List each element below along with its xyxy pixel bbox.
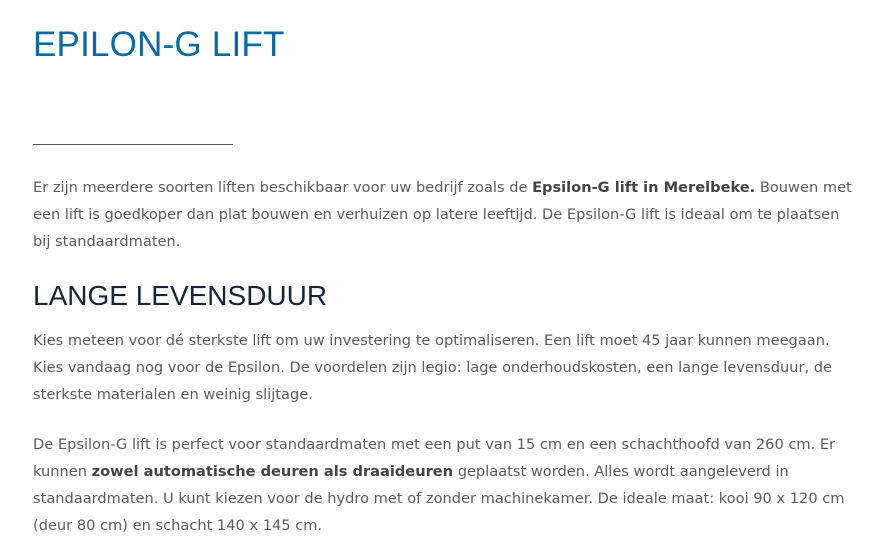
text: Kies vandaag nog voor de Epsilon. De voordelen zijn legio: lage onderhoudskosten, een lange levensduur, de xyxy=(33,359,833,376)
page-title: EPILON-G LIFT xyxy=(33,25,285,64)
paragraph-levensduur xyxy=(33,327,832,408)
text: De Epsilon-G lift is perfect voor standaardmaten met een put van 15 cm en een schachthoofd van 260 cm. Er xyxy=(33,436,836,453)
paragraph-afmetingen xyxy=(33,431,844,539)
text: Bouwen met xyxy=(755,179,852,196)
bold-text: Epsilon-G lift in Merelbeke. xyxy=(532,179,756,196)
text: geplaatst worden. Alles wordt aangeleverd in xyxy=(453,463,789,480)
text: (deur 80 cm) en schacht 140 x 145 cm. xyxy=(33,517,323,534)
text: kunnen xyxy=(33,463,92,480)
text: Kies meteen voor dé sterkste lift om uw investering te optimaliseren. Een lift moet 45 jaar kunnen meegaan. xyxy=(33,332,830,349)
text: sterkste materialen en weinig slijtage. xyxy=(33,386,313,403)
text: standaardmaten. U kunt kiezen voor de hydro met of zonder machinekamer. De ideale maat: kooi 90 x 120 cm xyxy=(33,490,845,507)
divider xyxy=(33,144,233,145)
intro-paragraph xyxy=(33,174,852,255)
text: bij standaardmaten. xyxy=(33,233,181,250)
text: Er zijn meerdere soorten liften beschikbaar voor uw bedrijf zoals de xyxy=(33,179,533,196)
text: een lift is goedkoper dan plat bouwen en verhuizen op latere leeftijd. De Epsilon-G lift is ideaal om te plaatsen xyxy=(33,206,840,223)
bold-text: zowel automatische deuren als draaideuren xyxy=(91,463,454,480)
section-heading: LANGE LEVENSDUUR xyxy=(33,280,328,311)
